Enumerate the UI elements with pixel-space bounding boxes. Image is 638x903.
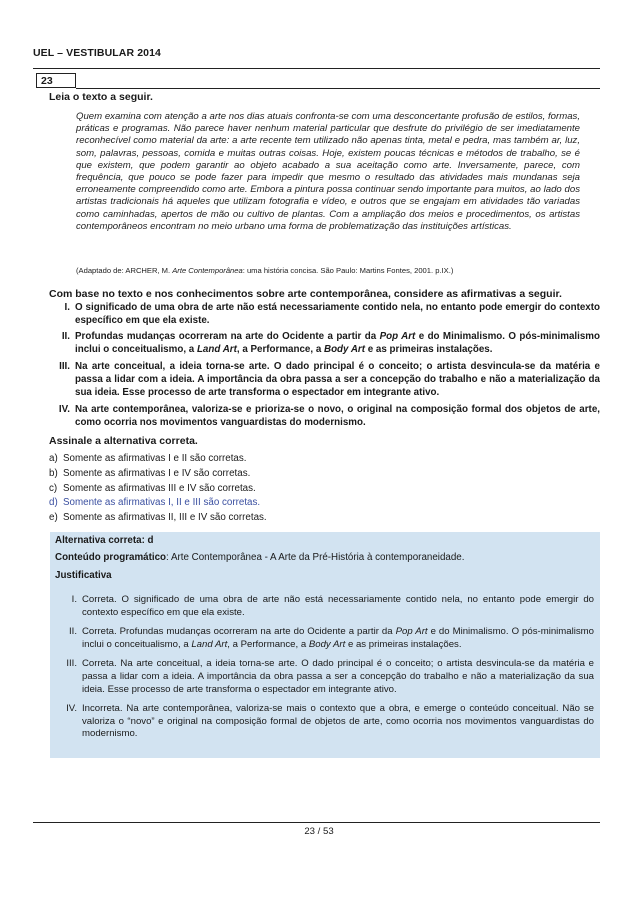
text-italic: Body Art	[324, 343, 366, 355]
option-text: Somente as afirmativas I, II e III são corretas.	[63, 497, 261, 509]
quote-source	[76, 266, 453, 275]
question-lead: Leia o texto a seguir.	[49, 91, 153, 103]
text-italic: Pop Art	[379, 331, 416, 343]
footer-divider	[33, 822, 600, 823]
statement-item	[49, 361, 600, 399]
question-prompt: Com base no texto e nos conhecimentos sobre arte contemporânea, considere as afirmativas a seguir.	[49, 288, 562, 300]
option-list	[49, 452, 267, 526]
statement-text	[75, 331, 600, 356]
text-part: , a Performance, a	[236, 343, 324, 355]
text-italic: Pop Art	[395, 626, 428, 638]
statement-item	[49, 404, 600, 429]
justification-item	[55, 658, 594, 696]
statement-number: IV.	[58, 404, 70, 416]
text-part: , a Performance, a	[227, 638, 309, 650]
statement-item	[49, 302, 600, 327]
question-divider	[76, 88, 600, 89]
option-text: Somente as afirmativas III e IV são corretas.	[63, 482, 256, 494]
justification-item	[55, 703, 594, 741]
text-italic: Land Art	[191, 638, 228, 650]
question-number-box: 23	[36, 73, 76, 88]
content-line	[55, 552, 464, 563]
justification-heading: Justificativa	[55, 570, 112, 581]
text-part: Profundas mudanças ocorreram na arte do Ocidente a partir da	[75, 331, 380, 343]
option-text: Somente as afirmativas II, III e IV são corretas.	[63, 512, 267, 524]
justification-number: I.	[71, 594, 77, 605]
justification-text	[82, 626, 594, 651]
header-divider	[33, 68, 600, 69]
text-part: e do Minimalismo. O pós-minimalismo inclui o conceitualismo, a	[82, 626, 595, 650]
source-title: Arte Contemporânea	[172, 266, 243, 275]
justification-number: II.	[69, 626, 77, 638]
justification-item	[55, 594, 594, 619]
source-suffix: : uma história concisa. São Paulo: Martins Fontes, 2001. p.IX.)	[242, 266, 454, 275]
justification-number: III.	[66, 658, 77, 670]
exam-header-title: UEL – VESTIBULAR 2014	[33, 47, 161, 59]
option-text: Somente as afirmativas I e II são corretas.	[63, 453, 247, 464]
text-part: Correta. Profundas mudanças ocorreram na arte do Ocidente a partir da	[82, 626, 396, 638]
correct-answer-label: Alternativa correta: d	[55, 535, 154, 546]
source-prefix: (Adaptado de: ARCHER, M.	[76, 266, 173, 275]
statement-number: II.	[61, 331, 70, 343]
text-italic: Body Art	[308, 638, 346, 650]
option-a	[49, 452, 267, 467]
statement-item	[49, 331, 600, 356]
text-part: e do Minimalismo. O pós-minimalismo inclui o conceitualismo, a	[75, 331, 600, 355]
content-label: Conteúdo programático	[55, 552, 167, 563]
option-c	[49, 482, 267, 497]
option-b	[49, 467, 267, 482]
question-instruction: Assinale a alternativa correta.	[49, 435, 198, 447]
justification-text: Correta. Na arte conceitual, a ideia torna-se arte. O dado principal é o conceito; o artista desvincula-se da matéria e passa a lidar com a ideia. A importância da obra passa a ser a concepção do trabalho e não a materialização da sua ideia. Esse processo de arte transforma o espectador em integrante ativo.	[82, 658, 594, 695]
option-d-correct	[49, 496, 267, 511]
option-letter: a)	[49, 453, 58, 464]
statement-text: Na arte conceitual, a ideia torna-se arte. O dado principal é o conceito; o artista desvincula-se da matéria e passa a lidar com a ideia. A importância da obra passa a ser a concepção do trabalho e não a materialização da sua ideia. Esse processo de arte transforma o espectador em integrante ativo.	[75, 361, 600, 398]
statement-text: O significado de uma obra de arte não está necessariamente contido nela, no entanto pode emergir do contexto específico em que ela existe.	[75, 302, 600, 326]
text-part: e as primeiras instalações.	[345, 638, 462, 650]
option-letter: c)	[49, 482, 58, 494]
page-number: 23 / 53	[304, 826, 334, 837]
statement-number: III.	[59, 361, 70, 373]
option-letter: b)	[49, 467, 58, 479]
option-text: Somente as afirmativas I e IV são corretas.	[63, 467, 251, 479]
statement-list	[49, 302, 600, 434]
justification-text: Incorreta. Na arte contemporânea, valoriza-se mais o contexto que a obra, e emerge o conteúdo conceitual. Não se valoriza o “novo” e original na composição formal de objetos de arte, como ocorria nos movimentos vanguardistas do modernismo.	[82, 703, 594, 740]
option-letter: d)	[49, 497, 58, 509]
justification-item	[55, 626, 594, 651]
statement-number: I.	[64, 302, 70, 313]
text-part: e as primeiras instalações.	[365, 343, 493, 355]
statement-text: Na arte contemporânea, valoriza-se e prioriza-se o novo, o original na composição formal dos objetos de arte, como ocorria nos movimentos vanguardistas do modernismo.	[75, 404, 600, 428]
justification-list	[55, 594, 594, 748]
option-letter: e)	[49, 512, 58, 524]
justification-text: Correta. O significado de uma obra de arte não está necessariamente contido nela, no entanto pode emergir do contexto específico em que ela existe.	[82, 594, 594, 618]
content-text: : Arte Contemporânea - A Arte da Pré-História à contemporaneidade.	[166, 552, 465, 563]
question-quote: Quem examina com atenção a arte nos dias atuais confronta-se com uma desconcertante profusão de estilos, formas, práticas e programas. Não parece haver nenhum material particular que desfrute do privilégio de ser imediatamente reconhecível como material da arte: a arte recente tem utilizado não apenas tinta, metal e pedra, mas também ar, luz, som, palavras, pessoas, comida e muitas outras coisas. Hoje, existem poucas técnicas e métodos de trabalho, se é que existem, que podem garantir ao objeto acabado a sua aceitação como arte. Inversamente, parece, com frequência, que pouco se pode fazer para impedir que mesmo o resultado das atividades mais mundanas seja erroneamente compreendido como arte. Embora a pintura possa continuar sendo importante para muitos, ao lado dos artistas tradicionais há aqueles que utilizam fotografia e vídeo, e outros que se engajam em atividades tão variadas como caminhadas, apertos de mão ou cultivo de plantas. Com a ampliação dos meios e procedimentos, os artistas contemporâneos encontram no meio urbano uma forma de problematização das instituições artísticas.	[76, 111, 580, 232]
text-italic: Land Art	[196, 343, 237, 355]
justification-number: IV.	[66, 703, 77, 715]
option-e	[49, 511, 267, 526]
